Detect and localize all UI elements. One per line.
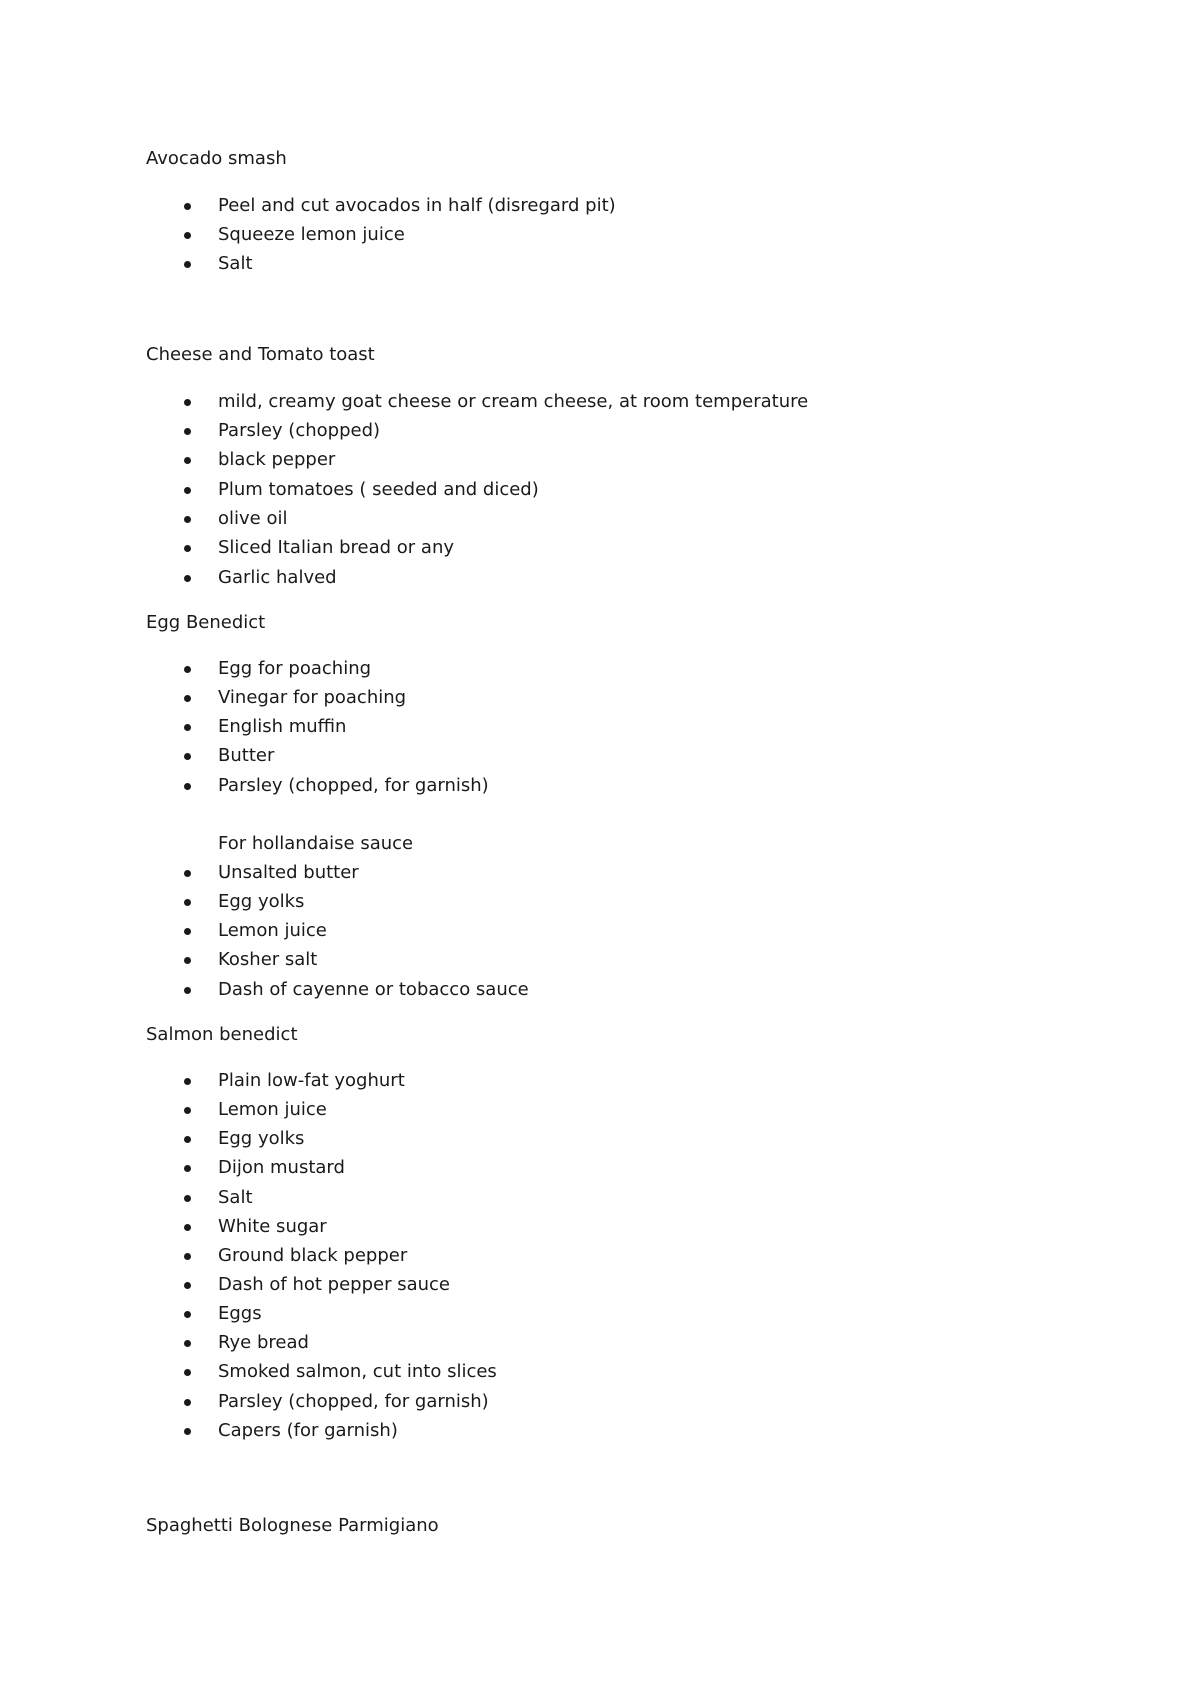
subheading-hollandaise-sauce: For hollandaise sauce: [218, 833, 414, 854]
bullet-icon: [184, 1195, 191, 1202]
bullet-icon: [184, 987, 191, 994]
bullet-icon: [184, 957, 191, 964]
bullet-icon: [184, 1369, 191, 1376]
bullet-icon: [184, 1107, 191, 1114]
bullet-icon: [184, 1399, 191, 1406]
document-page: Avocado smash Peel and cut avocados in half (disregard pit) Squeeze lemon juice Salt Cheese and Tomato toast mild, creamy goat cheese or cream cheese, at room temperature Parsley (chopped) black pepper Plum tomatoes ( seeded and diced) olive oil Sliced Italian bread or any Garlic halved Egg Benedict Egg for poaching Vinegar for poaching English muffin Butter Parsley (chopped, for garnish) For hollandaise sauce Unsalted butter Egg yolks Lemon juice Kosher salt Dash of cayenne or tobacco sauce Salmon benedict Plain low-fat yoghurt Lemon juice Egg yolks Dijon mustard Salt White sugar Ground black pepper Dash of hot pepper sauce Eggs Rye bread Smoked salmon, cut into slices Parsley (chopped, for garnish) Capers (for garnish) Spaghetti Bolognese Parmigiano: [146, 148, 809, 1536]
bullet-icon: [184, 1428, 191, 1435]
bullet-icon: [184, 783, 191, 790]
section-title-cheese-tomato-toast: Cheese and Tomato toast: [146, 344, 375, 365]
bullet-icon: [184, 666, 191, 673]
bullet-icon: [184, 1340, 191, 1347]
bullet-icon: [184, 457, 191, 464]
bullet-icon: [184, 1282, 191, 1289]
section-title-salmon-benedict: Salmon benedict: [146, 1024, 298, 1045]
bullet-icon: [184, 1253, 191, 1260]
section-title-spaghetti-bolognese: Spaghetti Bolognese Parmigiano: [146, 1515, 439, 1536]
bullet-icon: [184, 870, 191, 877]
bullet-icon: [184, 203, 191, 210]
bullet-icon: [184, 545, 191, 552]
bullet-icon: [184, 575, 191, 582]
bullet-icon: [184, 753, 191, 760]
section-title-avocado-smash: Avocado smash: [146, 148, 287, 169]
bullet-icon: [184, 695, 191, 702]
bullet-icon: [184, 928, 191, 935]
bullet-icon: [184, 487, 191, 494]
bullet-icon: [184, 261, 191, 268]
bullet-icon: [184, 399, 191, 406]
section-title-egg-benedict: Egg Benedict: [146, 612, 266, 633]
bullet-icon: [184, 232, 191, 239]
bullet-icon: [184, 1078, 191, 1085]
bullet-icon: [184, 516, 191, 523]
bullet-icon: [184, 428, 191, 435]
bullet-icon: [184, 1311, 191, 1318]
bullet-icon: [184, 1136, 191, 1143]
bullet-icon: [184, 724, 191, 731]
bullet-icon: [184, 899, 191, 906]
bullet-icon: [184, 1165, 191, 1172]
bullet-icon: [184, 1224, 191, 1231]
